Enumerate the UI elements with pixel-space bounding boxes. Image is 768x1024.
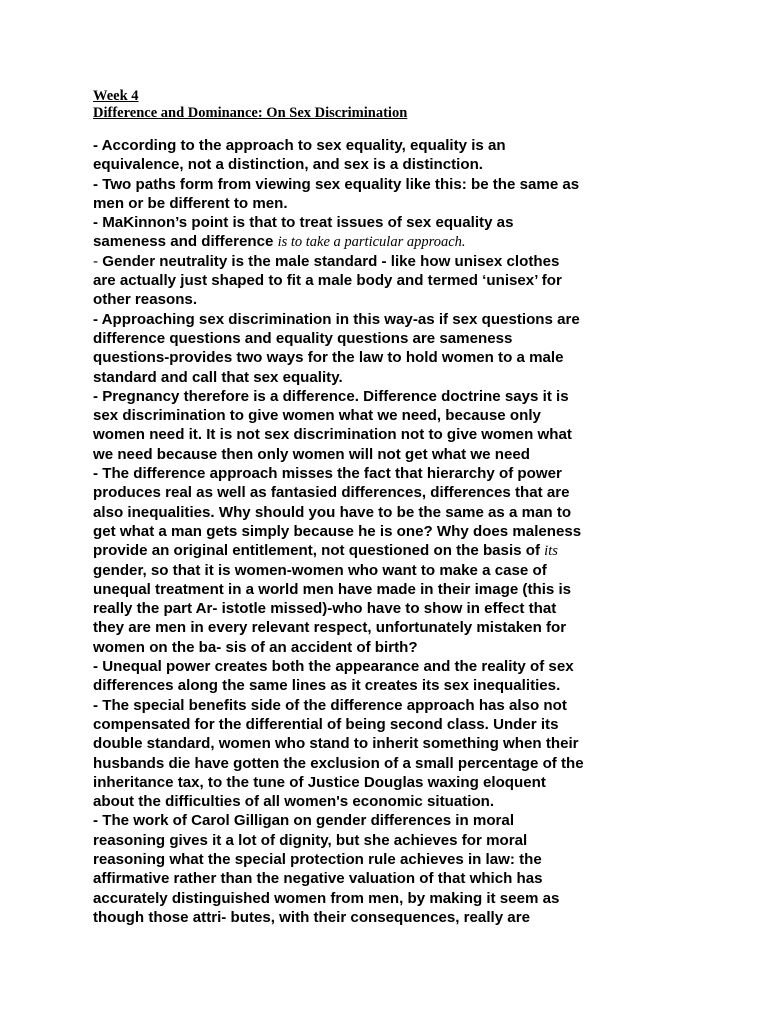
text-line: - According to the approach to sex equality, equality is an	[93, 137, 506, 154]
italic-segment: its	[544, 543, 558, 560]
text-line: double standard, women who stand to inherit something when their	[93, 735, 579, 753]
text-line: - The special benefits side of the difference approach has also not	[93, 696, 567, 714]
text-line: - The work of Carol Gilligan on gender differences in moral	[93, 812, 515, 830]
text-line: - Two paths form from viewing sex equality like this: be the same as	[93, 175, 580, 193]
text-line: though those attri- butes, with their consequences, really are	[93, 908, 530, 926]
document-title: Difference and Dominance: On Sex Discrimination	[93, 105, 408, 121]
text-line	[93, 232, 683, 251]
text-line: husbands die have gotten the exclusion of a small percentage of the	[93, 754, 584, 772]
text-line: compensated for the differential of being second class. Under its	[93, 715, 559, 733]
text-line: - Approaching sex discrimination in this way-as if sex questions are	[93, 310, 580, 328]
text-line: about the difficulties of all women's economic situation.	[93, 793, 495, 811]
text-line: differences along the same lines as it creates its sex inequalities.	[93, 677, 561, 695]
text-line: accurately distinguished women from men, by making it seem as	[93, 889, 560, 907]
text-line: unequal treatment in a world men have made in their image (this is	[93, 580, 572, 598]
text-line: affirmative rather than the negative valuation of that which has	[93, 870, 543, 888]
text-segment: Gender neutrality is the male standard - like how unisex clothes	[102, 252, 560, 270]
text-line: other reasons.	[93, 291, 198, 309]
text-line: standard and call that sex equality.	[93, 368, 343, 386]
week-heading: Week 4	[93, 88, 139, 104]
text-line: also inequalities. Why should you have to be the same as a man to	[93, 503, 572, 521]
text-line: produces real as well as fantasied differences, differences that are	[93, 484, 570, 502]
text-line: - The difference approach misses the fact that hierarchy of power	[93, 465, 562, 483]
text-line: - MaKinnon’s point is that to treat issues of sex equality as	[93, 214, 514, 232]
text-line: men or be different to men.	[93, 194, 288, 212]
text-line: inheritance tax, to the tune of Justice Douglas waxing eloquent	[93, 773, 546, 791]
bullet-dash: -	[93, 252, 103, 270]
text-line: reasoning gives it a lot of dignity, but she achieves for moral	[93, 831, 528, 849]
text-line: get what a man gets simply because he is one? Why does maleness	[93, 522, 582, 540]
text-line: women on the ba- sis of an accident of birth?	[93, 638, 418, 656]
text-line: they are men in every relevant respect, unfortunately mistaken for	[93, 619, 567, 637]
text-line: sex discrimination to give women what we need, because only	[93, 407, 541, 425]
text-line: are actually just shaped to fit a male body and termed ‘unisex’ for	[93, 272, 562, 290]
text-line: - Unequal power creates both the appearance and the reality of sex	[93, 658, 574, 676]
text-segment: sameness and difference	[93, 233, 278, 251]
text-line: women need it. It is not sex discrimination not to give women what	[93, 426, 572, 444]
text-line: difference questions and equality questions are sameness	[93, 329, 513, 347]
text-line: reasoning what the special protection rule achieves in law: the	[93, 850, 542, 868]
text-line: equivalence, not a distinction, and sex is a distinction.	[93, 156, 484, 174]
text-line: we need because then only women will not get what we need	[93, 445, 530, 463]
body-text	[93, 136, 683, 927]
text-line: really the part Ar- istotle missed)-who have to show in effect that	[93, 600, 557, 618]
text-line	[93, 252, 683, 271]
text-line: questions-provides two ways for the law to hold women to a male	[93, 349, 564, 367]
document-page	[93, 88, 683, 927]
text-line: - Pregnancy therefore is a difference. Difference doctrine says it is	[93, 387, 569, 405]
italic-segment: is to take a particular approach.	[277, 234, 466, 251]
text-segment: provide an original entitlement, not questioned on the basis of	[93, 542, 545, 560]
text-line	[93, 541, 683, 560]
text-line: gender, so that it is women-women who want to make a case of	[93, 561, 547, 579]
